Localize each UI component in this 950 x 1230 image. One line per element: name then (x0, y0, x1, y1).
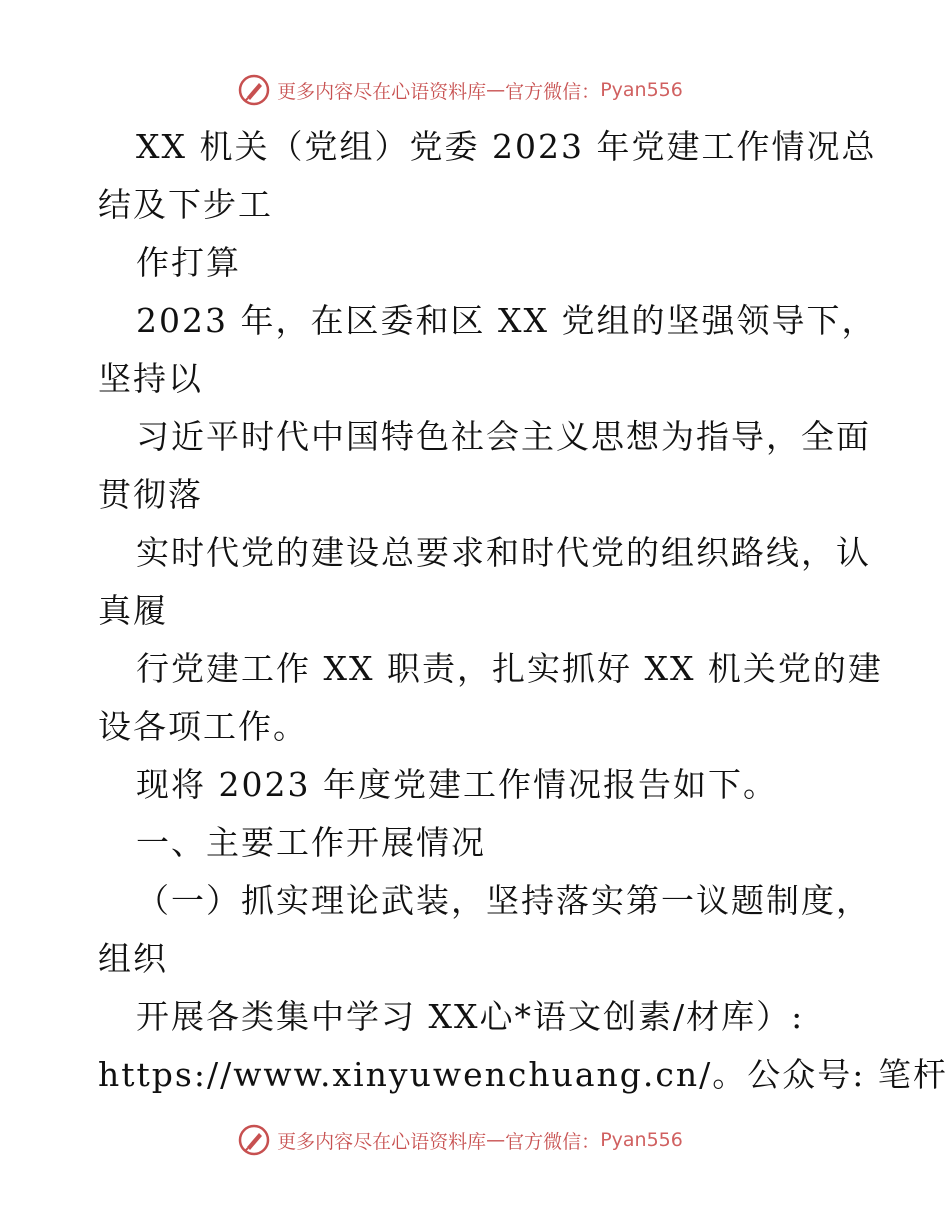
doc-text-line: 行党建工作 XX 职责，扎实抓好 XX 机关党的建 (136, 649, 883, 688)
logo-icon (237, 1123, 271, 1157)
banner-dash: — (486, 1129, 506, 1151)
subsection-heading: （一）抓实理论武装，坚持落实第一议题制度， (136, 881, 871, 920)
doc-title-line-3: 作打算 (136, 243, 241, 282)
doc-text-line: 开展各类集中学习 XX心*语文创素/材库）: (136, 997, 805, 1036)
doc-url-line: https://www.xinyuwenchuang.cn/。公众号: 笔杆 (98, 1055, 948, 1094)
banner-wechat-id: Pyan556 (600, 79, 683, 101)
doc-text-line: 贯彻落 (98, 475, 203, 514)
doc-title-line-2: 结及下步工 (98, 185, 273, 224)
banner-wechat-id: Pyan556 (600, 1129, 683, 1151)
logo-icon (237, 73, 271, 107)
banner-text: 更多内容尽在心语资料库 (277, 80, 487, 103)
doc-text-line: 现将 2023 年度党建工作情况报告如下。 (136, 765, 778, 804)
doc-text-line: 真履 (98, 591, 168, 630)
banner-dash: — (486, 79, 506, 101)
doc-text-line: 习近平时代中国特色社会主义思想为指导，全面 (136, 417, 871, 456)
section-heading: 一、主要工作开展情况 (136, 823, 486, 862)
doc-title-line-1: XX 机关（党组）党委 2023 年党建工作情况总 (136, 127, 877, 166)
doc-text-line: 实时代党的建设总要求和时代党的组织路线，认 (136, 533, 871, 572)
doc-text-line: 组织 (98, 939, 168, 978)
doc-text-line: 坚持以 (98, 359, 203, 398)
header-watermark-banner (0, 70, 950, 110)
document-body (98, 118, 948, 1104)
doc-text-line: 2023 年，在区委和区 XX 党组的坚强领导下， (136, 301, 877, 340)
banner-wechat-label: 官方微信： (505, 1130, 601, 1153)
doc-text-line: 设各项工作。 (98, 707, 308, 746)
footer-watermark-banner (0, 1120, 950, 1160)
banner-wechat-label: 官方微信： (505, 80, 601, 103)
banner-text: 更多内容尽在心语资料库 (277, 1130, 487, 1153)
